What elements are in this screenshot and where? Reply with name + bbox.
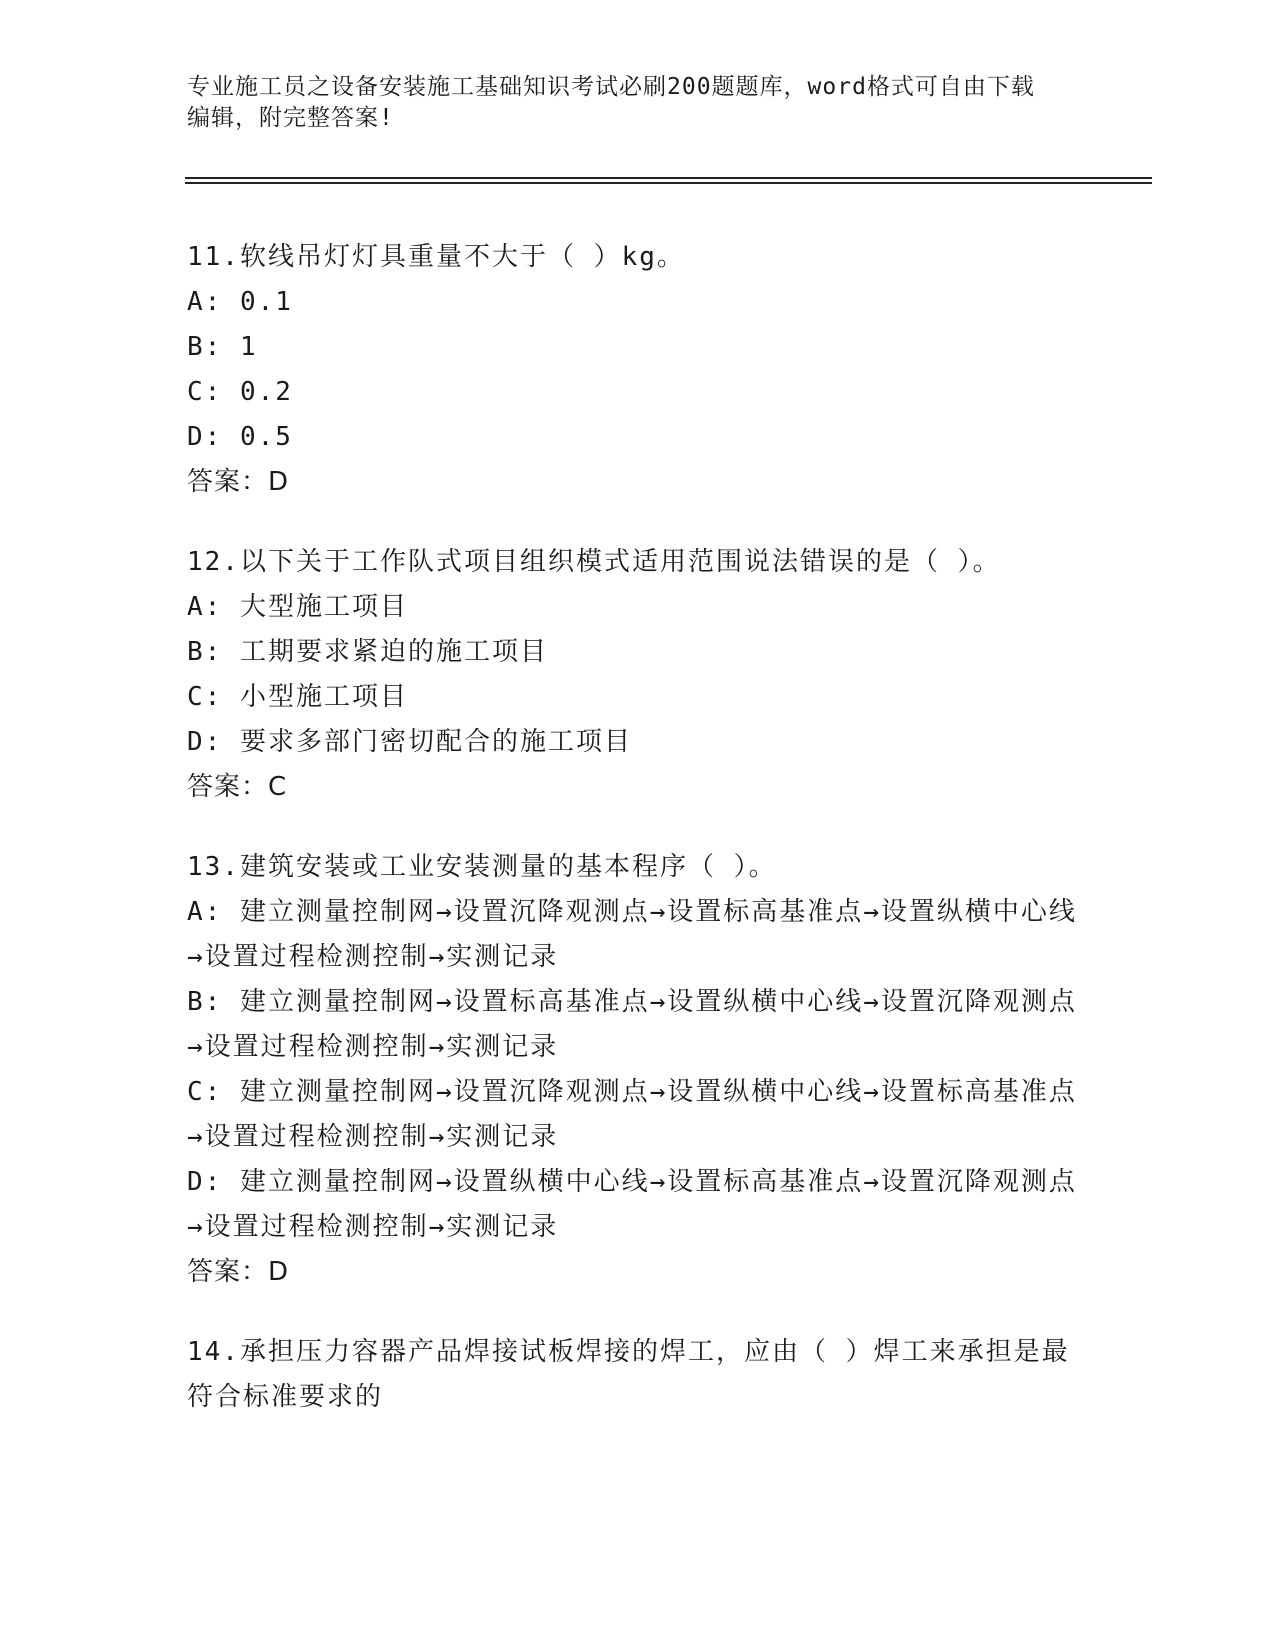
question-stem: 12.以下关于工作队式项目组织模式适用范围说法错误的是（ ）。 <box>187 547 1001 577</box>
option-b: B: 工期要求紧迫的施工项目 <box>187 637 548 667</box>
header-title-line-1: 专业施工员之设备安装施工基础知识考试必刷200题题库，word格式可自由下载 <box>187 74 1035 100</box>
question-stem: 11.软线吊灯灯具重量不大于（ ）kg。 <box>187 242 685 272</box>
question-14 <box>187 1330 1087 1420</box>
header-title-line-2: 编辑，附完整答案! <box>187 105 394 131</box>
option-c: C: 建立测量控制网→设置沉降观测点→设置纵横中心线→设置标高基准点→设置过程检测控制→实测记录 <box>187 1077 1077 1152</box>
option-a: A: 建立测量控制网→设置沉降观测点→设置标高基准点→设置纵横中心线→设置过程检测控制→实测记录 <box>187 897 1077 972</box>
question-12 <box>187 540 1087 810</box>
option-b: B: 建立测量控制网→设置标高基准点→设置纵横中心线→设置沉降观测点→设置过程检测控制→实测记录 <box>187 987 1077 1062</box>
question-11 <box>187 235 1087 505</box>
option-a: A: 0.1 <box>187 287 293 317</box>
question-13 <box>187 845 1087 1295</box>
option-d: D: 0.5 <box>187 422 293 452</box>
option-c: C: 0.2 <box>187 377 293 407</box>
question-stem: 14.承担压力容器产品焊接试板焊接的焊工，应由（ ）焊工来承担是最符合标准要求的 <box>187 1337 1070 1412</box>
header-divider-bottom <box>185 182 1152 184</box>
option-a: A: 大型施工项目 <box>187 592 408 622</box>
option-d: D: 建立测量控制网→设置纵横中心线→设置标高基准点→设置沉降观测点→设置过程检测控制→实测记录 <box>187 1167 1077 1242</box>
answer-line: 答案：D <box>187 467 290 497</box>
answer-line: 答案：C <box>187 772 288 802</box>
option-c: C: 小型施工项目 <box>187 682 408 712</box>
option-b: B: 1 <box>187 332 258 362</box>
question-list <box>187 235 1087 1455</box>
option-d: D: 要求多部门密切配合的施工项目 <box>187 727 632 757</box>
answer-line: 答案：D <box>187 1257 290 1287</box>
header-divider-top <box>185 177 1152 179</box>
question-stem: 13.建筑安装或工业安装测量的基本程序（ ）。 <box>187 852 777 882</box>
document-header <box>187 72 1067 134</box>
